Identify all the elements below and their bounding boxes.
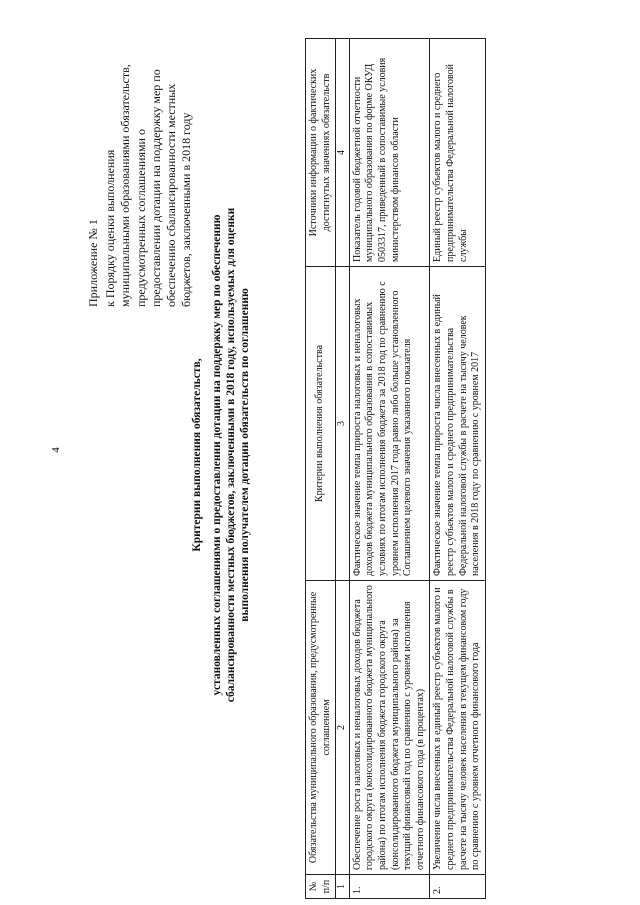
table-row — [430, 39, 485, 899]
table-header-row — [306, 39, 336, 899]
appendix-title: Приложение № 1 — [86, 219, 100, 307]
appendix-block — [86, 57, 194, 307]
header-obligation: Обязательства муниципального образования, предусмотренные соглашением — [306, 581, 336, 875]
column-number: 3 — [336, 267, 350, 581]
row-source: Единый реестр субъектов малого и среднего предпринимательства Федеральной налоговой службы — [430, 39, 485, 267]
row-obligation: Обеспечение роста налоговых и неналоговых доходов бюджета городского округа (консолидированного бюджета муниципального района) по итогам исполнения бюджета городского округа (консолидированного бюджета муниципального района) за текущий финансовый год по сравнению с уровнем исполнения отчетного финансового года (в процентах) — [349, 581, 430, 875]
column-number: 4 — [336, 39, 350, 267]
header-number: № п/п — [306, 875, 336, 899]
column-number-row — [336, 39, 350, 899]
appendix-text: к Порядку оценки выполнения муниципальными образованиями обязательств, предусмотренных соглашениями о предоставлении дотации на поддержку мер по обеспечению сбалансированности местных бюджетов, заключенными в 2018 году — [103, 64, 194, 307]
row-criterion: Фактическое значение темпа прироста налоговых и неналоговых доходов бюджета муниципального образования в сопоставимых условиях по итогам исполнения бюджета за 2018 год по сравнению с уровнем исполнения 2017 года равно либо больше установленного Соглашением целевого значения указанного показателя — [349, 267, 430, 581]
table-row — [349, 39, 430, 899]
row-number: 2. — [430, 875, 485, 899]
header-source: Источники информации о фактических достигнутых значениях обязательств — [306, 39, 336, 267]
header-criterion: Критерии выполнения обязательства — [306, 267, 336, 581]
document-heading — [190, 155, 252, 755]
heading-line-3: сбалансированности местных бюджетов, заключенными в 2018 году, используемых для оценки — [225, 207, 237, 703]
row-source: Показатель годовой бюджетной отчетности муниципального образования по форме ОКУД 0503317, приведенный в сопоставимые условия министерством финансов области — [349, 39, 430, 267]
page-number: 4 — [50, 447, 62, 453]
row-number: 1. — [349, 875, 430, 899]
heading-line-1: Критерии выполнения обязательств, — [191, 358, 203, 552]
column-number: 1 — [336, 875, 350, 899]
row-criterion: Фактическое значение темпа прироста числа внесенных в единый реестр субъектов малого и среднего предпринимательства Федеральной налоговой службы в расчете на тысячу человек населения в 2018 году по сравнению с уровнем 2017 — [430, 267, 485, 581]
column-number: 2 — [336, 581, 350, 875]
criteria-table — [305, 38, 486, 899]
row-obligation: Увеличение числа внесенных в единый реестр субъектов малого и среднего предпринимательства Федеральной налоговой службы в расчете на тысячу человек населения в текущем финансовом году по сравнению с уровнем отчетного финансового года — [430, 581, 485, 875]
heading-line-2: установленных соглашениями о предоставлении дотации на поддержку мер по обеспечению — [211, 214, 223, 696]
heading-line-4: выполнения получателем дотации обязательств по соглашению — [239, 288, 251, 622]
